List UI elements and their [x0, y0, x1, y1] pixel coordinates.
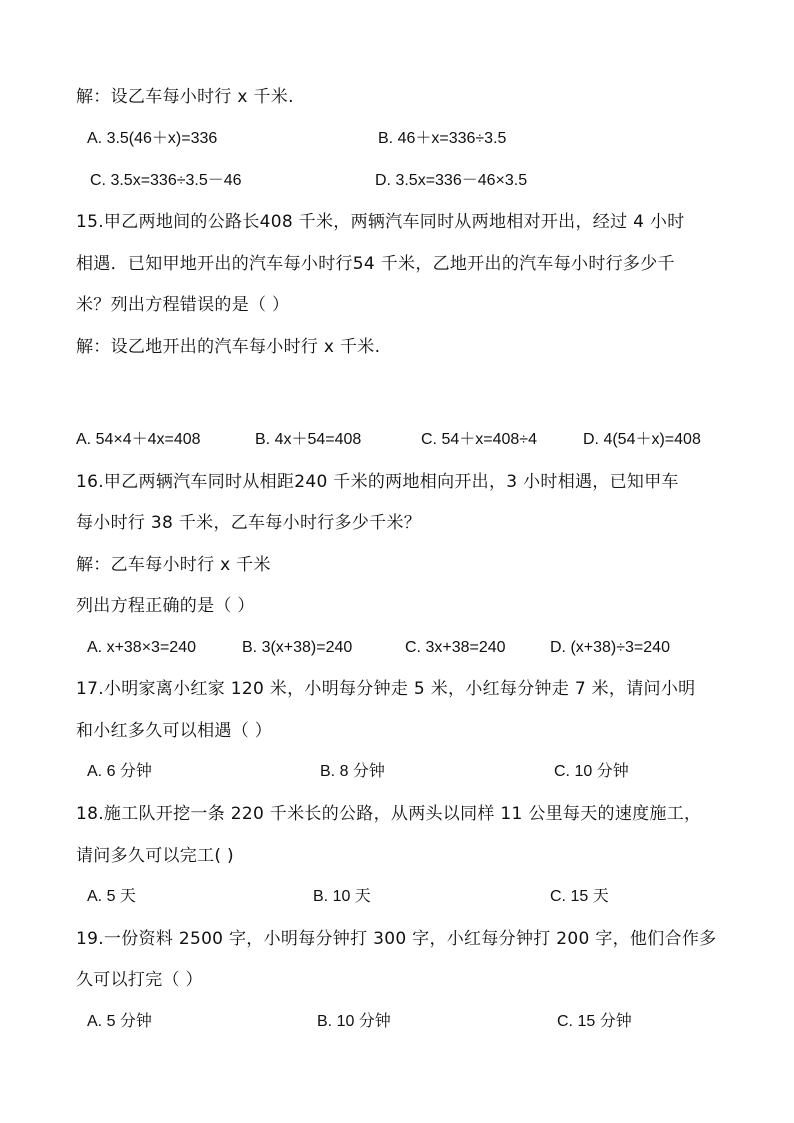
q16-option-a: A. x+38×3=240 — [87, 639, 196, 656]
q16-text-line-1: 16.甲乙两辆汽车同时从相距240 千米的两地相向开出，3 小时相遇，已知甲车 — [76, 472, 679, 492]
q14-option-b: B. 46＋x=336÷3.5 — [378, 130, 507, 147]
q14-setup: 解：设乙车每小时行 x 千米. — [76, 87, 294, 107]
q14-option-a: A. 3.5(46＋x)=336 — [87, 130, 218, 147]
q16-option-d: D. (x+38)÷3=240 — [550, 639, 670, 656]
q17-option-a: A. 6 分钟 — [87, 763, 152, 780]
q15-text-line-1: 15.甲乙两地间的公路长408 千米，两辆汽车同时从两地相对开出，经过 4 小时 — [76, 212, 685, 232]
q15-option-c: C. 54＋x=408÷4 — [421, 431, 537, 448]
q16-text-line-2: 每小时行 38 千米，乙车每小时行多少千米？ — [76, 513, 422, 533]
q14-option-c: C. 3.5x=336÷3.5－46 — [90, 172, 242, 189]
q17-text-line-2: 和小红多久可以相遇（ ） — [76, 721, 273, 741]
q18-text-line-1: 18.施工队开挖一条 220 千米长的公路，从两头以同样 11 公里每天的速度施工， — [76, 804, 702, 824]
q17-option-b: B. 8 分钟 — [320, 763, 385, 780]
q14-option-d: D. 3.5x=336－46×3.5 — [375, 172, 528, 189]
q18-option-b: B. 10 天 — [313, 888, 371, 905]
q15-option-b: B. 4x＋54=408 — [255, 431, 362, 448]
q15-option-a: A. 54×4＋4x=408 — [76, 431, 201, 448]
q19-option-a: A. 5 分钟 — [87, 1013, 152, 1030]
q19-option-b: B. 10 分钟 — [317, 1013, 391, 1030]
q19-text-line-2: 久可以打完（ ） — [76, 970, 203, 990]
q18-option-a: A. 5 天 — [87, 888, 136, 905]
q16-option-b: B. 3(x+38)=240 — [242, 639, 353, 656]
q16-option-c: C. 3x+38=240 — [405, 639, 506, 656]
q17-text-line-1: 17.小明家离小红家 120 米，小明每分钟走 5 米，小红每分钟走 7 米，请问小明 — [76, 679, 696, 699]
q16-setup: 解：乙车每小时行 x 千米 — [76, 555, 271, 575]
q19-option-c: C. 15 分钟 — [557, 1013, 632, 1030]
q18-option-c: C. 15 天 — [550, 888, 609, 905]
q15-option-d: D. 4(54＋x)=408 — [583, 431, 701, 448]
q15-setup: 解：设乙地开出的汽车每小时行 x 千米. — [76, 337, 381, 357]
q16-prompt: 列出方程正确的是（ ） — [76, 596, 255, 616]
q15-text-line-3: 米？列出方程错误的是（ ） — [76, 295, 290, 315]
q18-text-line-2: 请问多久可以完工( ) — [76, 846, 234, 866]
q19-text-line-1: 19.一份资料 2500 字，小明每分钟打 300 字，小红每分钟打 200 字，他们合作多 — [76, 929, 717, 949]
q15-text-line-2: 相遇．已知甲地开出的汽车每小时行54 千米，乙地开出的汽车每小时行多少千 — [76, 254, 675, 274]
q17-option-c: C. 10 分钟 — [554, 763, 629, 780]
